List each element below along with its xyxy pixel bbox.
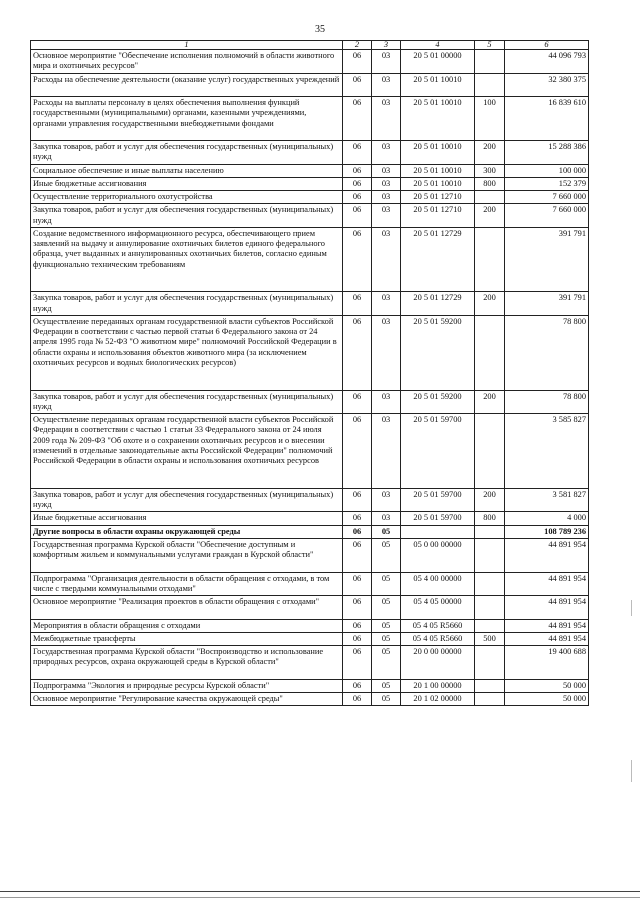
table-row (31, 488, 589, 512)
table-row (31, 292, 589, 316)
table-row (31, 315, 589, 390)
row-pr-cell: 03 (372, 390, 401, 414)
row-sum-cell: 7 660 000 (505, 191, 589, 204)
row-name-cell: Основное мероприятие "Регулирование качества окружающей среды" (31, 693, 343, 706)
row-rz-cell: 06 (343, 315, 372, 390)
row-csr-cell: 05 0 00 00000 (401, 538, 475, 572)
row-rz-cell: 06 (343, 50, 372, 74)
page-number: 35 (315, 24, 325, 35)
row-rz-cell: 06 (343, 572, 372, 596)
header-col-3: 3 (372, 41, 401, 50)
row-csr-cell: 20 5 01 59700 (401, 488, 475, 512)
row-vr-cell: 200 (475, 390, 505, 414)
budget-table (30, 40, 589, 706)
row-name-cell: Подпрограмма "Организация деятельности в области обращения с отходами, в том числе с твердыми коммунальными отходами" (31, 572, 343, 596)
row-rz-cell: 06 (343, 619, 372, 632)
table-row (31, 227, 589, 292)
row-csr-cell: 20 5 01 10010 (401, 73, 475, 97)
scan-mark (631, 760, 632, 782)
row-vr-cell (475, 191, 505, 204)
row-pr-cell: 03 (372, 73, 401, 97)
row-csr-cell: 20 5 01 59200 (401, 390, 475, 414)
row-sum-cell: 32 380 375 (505, 73, 589, 97)
footer-rule (0, 891, 640, 892)
row-rz-cell: 06 (343, 164, 372, 177)
row-vr-cell (475, 227, 505, 292)
row-csr-cell: 20 1 00 00000 (401, 679, 475, 692)
row-csr-cell: 20 1 02 00000 (401, 693, 475, 706)
row-csr-cell: 20 0 00 00000 (401, 646, 475, 680)
row-name-cell: Социальное обеспечение и иные выплаты населению (31, 164, 343, 177)
row-rz-cell: 06 (343, 632, 372, 645)
row-name-cell: Основное мероприятие "Обеспечение исполнения полномочий в области животного мира и охотничьих ресурсов" (31, 50, 343, 74)
row-pr-cell: 05 (372, 572, 401, 596)
row-vr-cell: 800 (475, 177, 505, 190)
table-row (31, 572, 589, 596)
row-rz-cell: 06 (343, 73, 372, 97)
row-sum-cell: 44 096 793 (505, 50, 589, 74)
row-sum-cell: 78 800 (505, 315, 589, 390)
row-name-cell: Закупка товаров, работ и услуг для обеспечения государственных (муниципальных) нужд (31, 204, 343, 228)
row-vr-cell: 200 (475, 204, 505, 228)
row-vr-cell: 200 (475, 292, 505, 316)
row-rz-cell: 06 (343, 191, 372, 204)
row-pr-cell: 03 (372, 292, 401, 316)
row-name-cell: Осуществление переданных органам государственной власти субъектов Российской Федерации в соответствии с частью 1 статьи 33 Федерального закона от 24 июля 2009 года № 209-ФЗ "Об охоте и о сохранении охотничьих ресурсов и о внесении изменений в отдельные законодательные акты Российской Федерации" полномочий Российской Федерации в области охраны и использования охотничьих ресурсов (31, 414, 343, 489)
row-vr-cell (475, 525, 505, 538)
row-csr-cell: 20 5 01 10010 (401, 164, 475, 177)
row-sum-cell: 391 791 (505, 227, 589, 292)
row-csr-cell: 20 5 01 00000 (401, 50, 475, 74)
row-vr-cell (475, 538, 505, 572)
row-csr-cell: 05 4 05 R5660 (401, 632, 475, 645)
row-rz-cell: 06 (343, 679, 372, 692)
row-rz-cell: 06 (343, 646, 372, 680)
row-name-cell: Иные бюджетные ассигнования (31, 177, 343, 190)
row-sum-cell: 16 839 610 (505, 97, 589, 141)
row-sum-cell: 44 891 954 (505, 619, 589, 632)
row-csr-cell: 20 5 01 59700 (401, 512, 475, 525)
table-row (31, 646, 589, 680)
table-row (31, 191, 589, 204)
row-sum-cell: 44 891 954 (505, 632, 589, 645)
row-sum-cell: 100 000 (505, 164, 589, 177)
row-csr-cell (401, 525, 475, 538)
row-name-cell: Осуществление переданных органам государственной власти субъектов Российской Федерации в соответствии с частью первой статьи 6 Федерального закона от 24 апреля 1995 года № 52-ФЗ "О животном мире" полномочий Российской Федерации в области охраны и использования объектов животного мира (за исключением охотничьих ресурсов и водных биологических ресурсов) (31, 315, 343, 390)
table-row (31, 619, 589, 632)
row-csr-cell: 20 5 01 59200 (401, 315, 475, 390)
row-pr-cell: 03 (372, 204, 401, 228)
row-pr-cell: 03 (372, 512, 401, 525)
row-sum-cell: 3 581 827 (505, 488, 589, 512)
row-vr-cell (475, 572, 505, 596)
row-csr-cell: 20 5 01 10010 (401, 141, 475, 165)
row-pr-cell: 03 (372, 141, 401, 165)
row-csr-cell: 20 5 01 12710 (401, 191, 475, 204)
row-rz-cell: 06 (343, 512, 372, 525)
row-rz-cell: 06 (343, 141, 372, 165)
row-sum-cell: 108 789 236 (505, 525, 589, 538)
row-rz-cell: 06 (343, 97, 372, 141)
table-row (31, 141, 589, 165)
row-sum-cell: 50 000 (505, 693, 589, 706)
row-csr-cell: 05 4 05 00000 (401, 596, 475, 620)
row-vr-cell: 500 (475, 632, 505, 645)
scan-mark (631, 600, 632, 616)
row-name-cell: Расходы на выплаты персоналу в целях обеспечения выполнения функций государственными (муниципальными) органами, казенными учреждениями, органами управления государственными внебюджетными фондами (31, 97, 343, 141)
row-pr-cell: 03 (372, 227, 401, 292)
row-pr-cell: 03 (372, 164, 401, 177)
row-csr-cell: 20 5 01 10010 (401, 177, 475, 190)
row-pr-cell: 05 (372, 693, 401, 706)
row-vr-cell (475, 414, 505, 489)
row-name-cell: Мероприятия в области обращения с отходами (31, 619, 343, 632)
table-row (31, 177, 589, 190)
row-name-cell: Осуществление территориального охотустройства (31, 191, 343, 204)
row-pr-cell: 03 (372, 414, 401, 489)
row-csr-cell: 05 4 05 R5660 (401, 619, 475, 632)
row-sum-cell: 391 791 (505, 292, 589, 316)
row-rz-cell: 06 (343, 204, 372, 228)
table-row (31, 596, 589, 620)
row-vr-cell (475, 315, 505, 390)
row-name-cell: Подпрограмма "Экология и природные ресурсы Курской области" (31, 679, 343, 692)
row-rz-cell: 06 (343, 390, 372, 414)
row-rz-cell: 06 (343, 414, 372, 489)
row-vr-cell: 100 (475, 97, 505, 141)
row-pr-cell: 05 (372, 525, 401, 538)
row-name-cell: Расходы на обеспечение деятельности (оказание услуг) государственных учреждений (31, 73, 343, 97)
row-vr-cell (475, 50, 505, 74)
row-name-cell: Закупка товаров, работ и услуг для обеспечения государственных (муниципальных) нужд (31, 390, 343, 414)
row-pr-cell: 05 (372, 646, 401, 680)
row-vr-cell: 800 (475, 512, 505, 525)
row-csr-cell: 20 5 01 59700 (401, 414, 475, 489)
table-row (31, 679, 589, 692)
row-sum-cell: 44 891 954 (505, 596, 589, 620)
row-vr-cell (475, 73, 505, 97)
row-csr-cell: 20 5 01 12710 (401, 204, 475, 228)
row-csr-cell: 20 5 01 12729 (401, 227, 475, 292)
table-row (31, 97, 589, 141)
row-vr-cell (475, 646, 505, 680)
row-rz-cell: 06 (343, 693, 372, 706)
table-row (31, 525, 589, 538)
row-sum-cell: 50 000 (505, 679, 589, 692)
row-name-cell: Другие вопросы в области охраны окружающей среды (31, 525, 343, 538)
row-vr-cell (475, 619, 505, 632)
table-row (31, 632, 589, 645)
table-row (31, 390, 589, 414)
row-rz-cell: 06 (343, 538, 372, 572)
row-sum-cell: 7 660 000 (505, 204, 589, 228)
row-rz-cell: 06 (343, 596, 372, 620)
row-pr-cell: 03 (372, 177, 401, 190)
row-vr-cell: 200 (475, 488, 505, 512)
row-name-cell: Государственная программа Курской области "Обеспечение доступным и комфортным жильем и коммунальными услугами граждан в Курской области" (31, 538, 343, 572)
row-pr-cell: 03 (372, 50, 401, 74)
row-sum-cell: 4 000 (505, 512, 589, 525)
table-row (31, 512, 589, 525)
row-rz-cell: 06 (343, 525, 372, 538)
row-rz-cell: 06 (343, 177, 372, 190)
row-sum-cell: 152 379 (505, 177, 589, 190)
header-col-4: 4 (401, 41, 475, 50)
row-name-cell: Закупка товаров, работ и услуг для обеспечения государственных (муниципальных) нужд (31, 141, 343, 165)
row-sum-cell: 3 585 827 (505, 414, 589, 489)
row-pr-cell: 03 (372, 315, 401, 390)
row-sum-cell: 19 400 688 (505, 646, 589, 680)
table-row (31, 204, 589, 228)
row-pr-cell: 05 (372, 596, 401, 620)
row-name-cell: Основное мероприятие "Реализация проектов в области обращения с отходами" (31, 596, 343, 620)
header-col-5: 5 (475, 41, 505, 50)
row-csr-cell: 05 4 00 00000 (401, 572, 475, 596)
row-pr-cell: 05 (372, 679, 401, 692)
row-name-cell: Закупка товаров, работ и услуг для обеспечения государственных (муниципальных) нужд (31, 488, 343, 512)
row-csr-cell: 20 5 01 10010 (401, 97, 475, 141)
row-vr-cell (475, 679, 505, 692)
row-name-cell: Государственная программа Курской области "Воспроизводство и использование природных ресурсов, охрана окружающей среды в Курской области" (31, 646, 343, 680)
row-pr-cell: 03 (372, 488, 401, 512)
row-vr-cell (475, 693, 505, 706)
row-name-cell: Создание ведомственного информационного ресурса, обеспечивающего прием заявлений на выдачу и аннулирование охотничьих билетов единого федерального образца, учет выданных и аннулированных охотничьих билетов, согласно единым функционально техническим требованиям (31, 227, 343, 292)
row-pr-cell: 03 (372, 191, 401, 204)
row-rz-cell: 06 (343, 292, 372, 316)
header-col-2: 2 (343, 41, 372, 50)
table-row (31, 73, 589, 97)
row-rz-cell: 06 (343, 227, 372, 292)
row-vr-cell: 200 (475, 141, 505, 165)
table-row (31, 50, 589, 74)
table-row (31, 414, 589, 489)
row-name-cell: Иные бюджетные ассигнования (31, 512, 343, 525)
row-sum-cell: 78 800 (505, 390, 589, 414)
row-sum-cell: 44 891 954 (505, 538, 589, 572)
header-col-1: 1 (31, 41, 343, 50)
row-csr-cell: 20 5 01 12729 (401, 292, 475, 316)
row-pr-cell: 05 (372, 619, 401, 632)
row-vr-cell (475, 596, 505, 620)
row-name-cell: Межбюджетные трансферты (31, 632, 343, 645)
row-rz-cell: 06 (343, 488, 372, 512)
row-vr-cell: 300 (475, 164, 505, 177)
row-pr-cell: 05 (372, 538, 401, 572)
row-name-cell: Закупка товаров, работ и услуг для обеспечения государственных (муниципальных) нужд (31, 292, 343, 316)
header-col-6: 6 (505, 41, 589, 50)
footer-rule-thin (0, 897, 640, 898)
row-pr-cell: 03 (372, 97, 401, 141)
row-sum-cell: 44 891 954 (505, 572, 589, 596)
table-row (31, 164, 589, 177)
table-row (31, 693, 589, 706)
header-row (31, 41, 589, 50)
row-pr-cell: 05 (372, 632, 401, 645)
row-sum-cell: 15 288 386 (505, 141, 589, 165)
table-row (31, 538, 589, 572)
